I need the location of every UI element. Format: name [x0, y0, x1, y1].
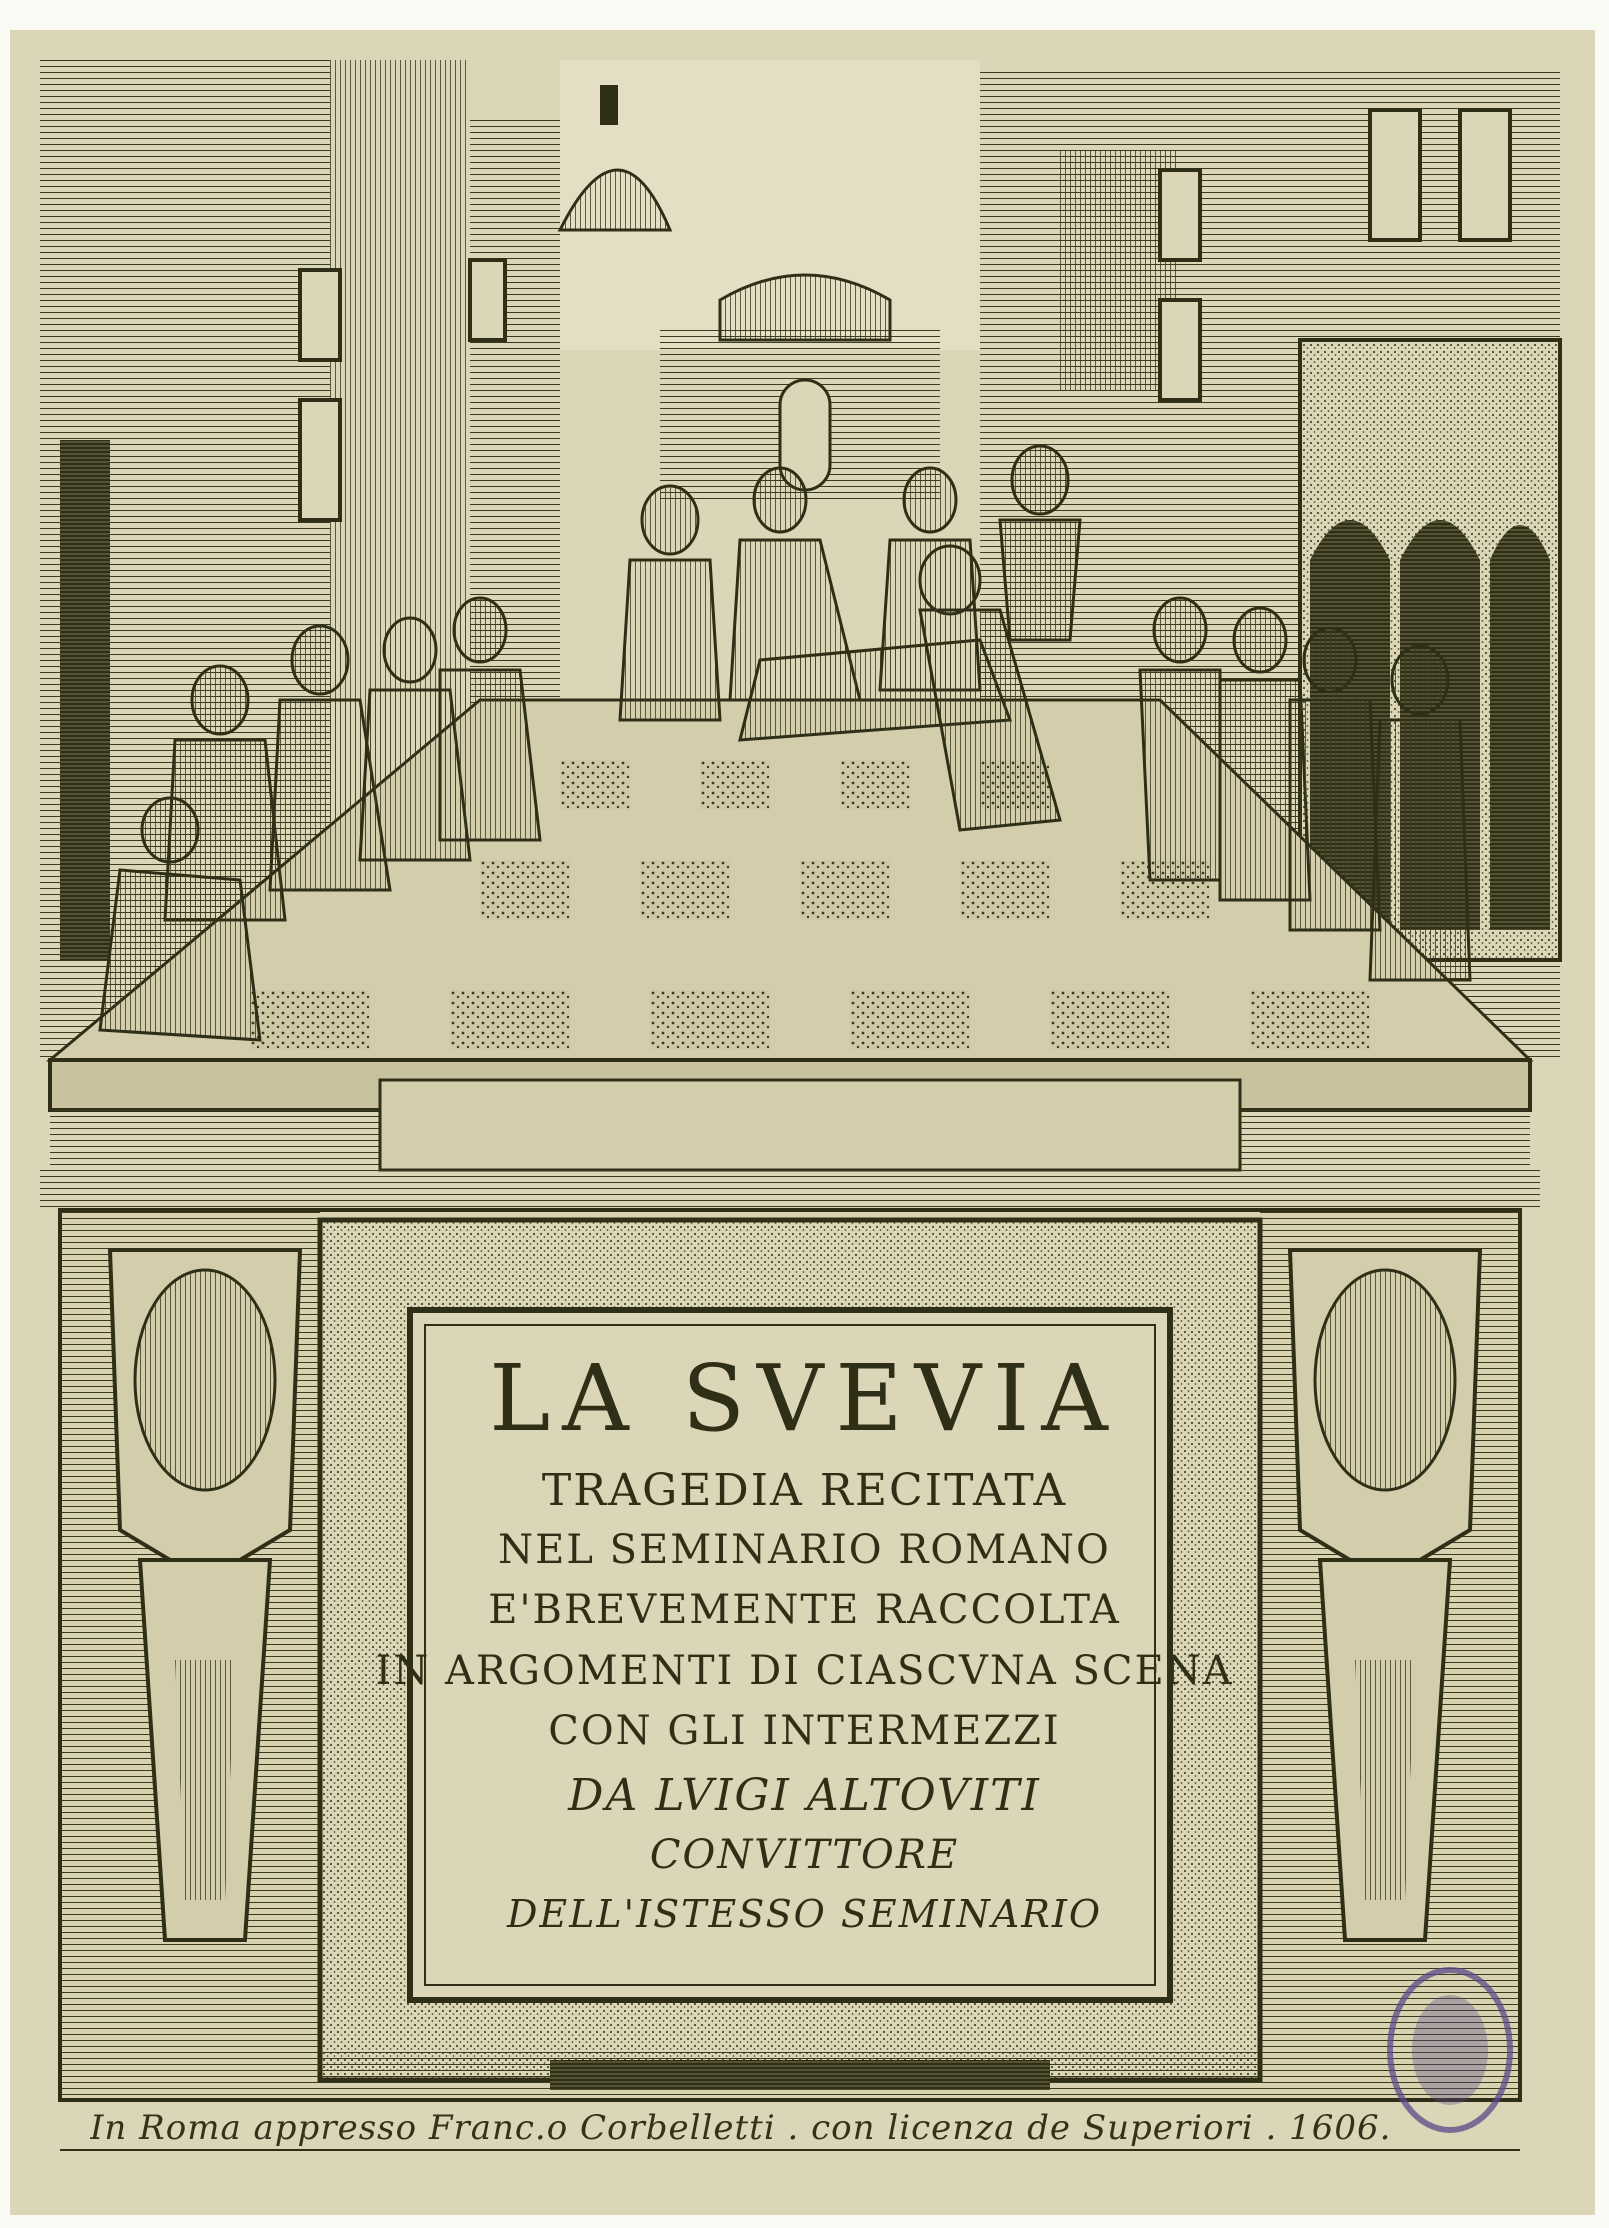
- subtitle-line-3: E'BREVEMENTE RACCOLTA: [488, 1587, 1121, 1633]
- publisher-imprint: In Roma appresso Franc.o Corbelletti . con licenza de Superiori . 1606.: [90, 2108, 1392, 2148]
- subtitle-line-5: CON GLI INTERMEZZI: [548, 1708, 1061, 1754]
- subtitle-line-2: NEL SEMINARIO ROMANO: [498, 1527, 1111, 1573]
- subtitle-line-4: IN ARGOMENTI DI CIASCVNA SCENA: [375, 1648, 1234, 1694]
- subtitle-line-1: TRAGEDIA RECITATA: [541, 1465, 1068, 1516]
- book-title: LA SVEVIA: [489, 1345, 1120, 1452]
- author-role-line: CONVITTORE: [649, 1832, 960, 1878]
- author-line: DA LVIGI ALTOVITI: [568, 1770, 1041, 1821]
- institution-line: DELL'ISTESSO SEMINARIO: [506, 1892, 1103, 1936]
- stage-scene: [40, 60, 1560, 1170]
